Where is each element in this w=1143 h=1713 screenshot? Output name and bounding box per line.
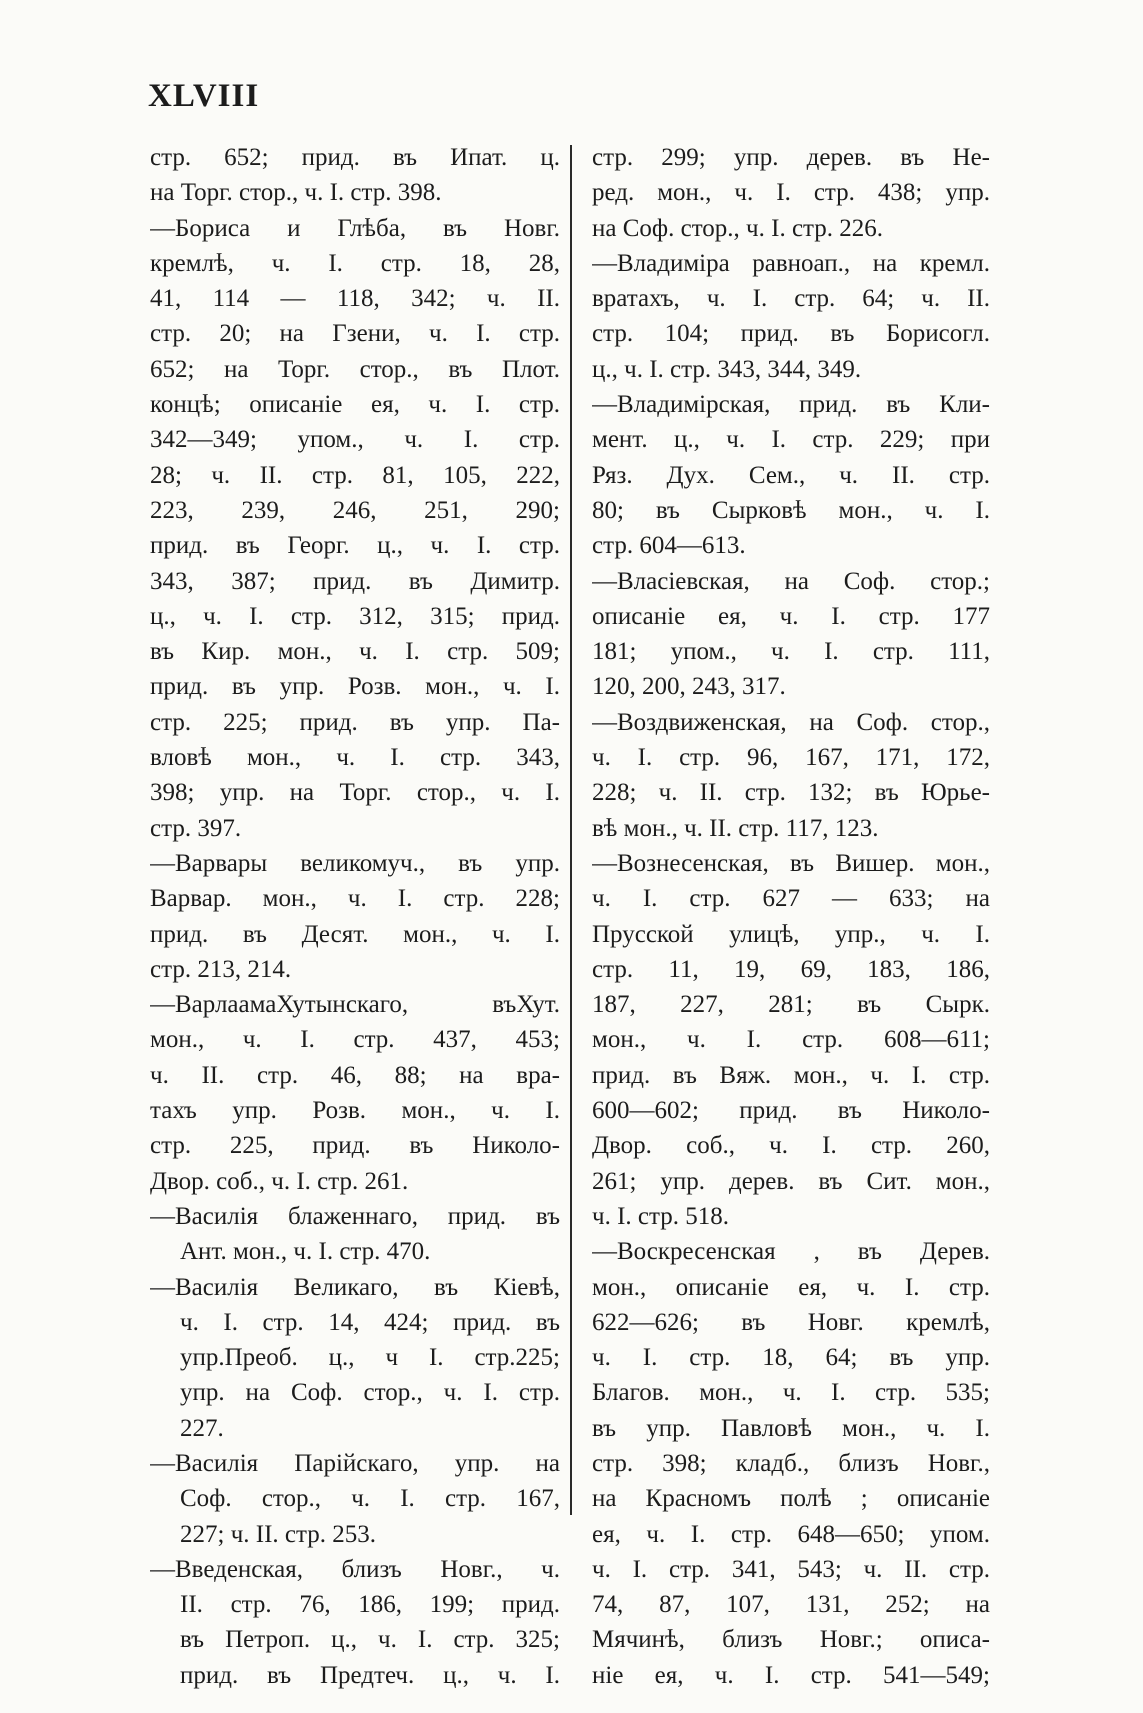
index-line: въ упр. Павловѣ мон., ч. I. xyxy=(592,1414,990,1442)
index-line: стр. 104; прид. въ Борисогл. xyxy=(592,320,990,348)
index-line: 181; упом., ч. I. стр. 111, xyxy=(592,638,990,666)
index-line: ч. I. стр. 627 — 633; на xyxy=(592,885,990,913)
index-line: 600—602; прид. въ Николо- xyxy=(592,1097,990,1125)
index-line: кремлѣ, ч. I. стр. 18, 28, xyxy=(150,249,560,277)
index-line: стр. 213, 214. xyxy=(150,955,292,983)
index-line: на Соф. стор., ч. I. стр. 226. xyxy=(592,214,884,242)
index-line: 41, 114 — 118, 342; ч. II. xyxy=(150,285,560,313)
index-line: 28; ч. II. стр. 81, 105, 222, xyxy=(150,461,560,489)
index-line: Двор. соб., ч. I. стр. 261. xyxy=(150,1167,409,1195)
index-line: —Василія Парійскаго, упр. на xyxy=(150,1449,560,1477)
index-line: 398; упр. на Торг. стор., ч. I. xyxy=(150,779,560,807)
left-column xyxy=(150,140,560,1693)
index-line: ч. I. стр. 18, 64; въ упр. xyxy=(592,1344,990,1372)
index-line: Варвар. мон., ч. I. стр. 228; xyxy=(150,885,560,913)
index-line: —Воздвиженская, на Соф. стор., xyxy=(592,708,990,736)
index-line: прид. въ Десят. мон., ч. I. xyxy=(150,920,560,948)
index-line: вратахъ, ч. I. стр. 64; ч. II. xyxy=(592,285,990,313)
page-number: XLVIII xyxy=(148,78,260,114)
index-line: ч. I. стр. 518. xyxy=(592,1202,729,1230)
index-line: стр. 299; упр. дерев. въ Не- xyxy=(592,144,990,171)
index-line: 227. xyxy=(180,1414,224,1442)
index-line: 80; въ Сырковѣ мон., ч. I. xyxy=(592,496,990,524)
index-line: прид. въ Георг. ц., ч. I. стр. xyxy=(150,532,560,560)
column-divider xyxy=(570,145,572,1515)
index-line: —Введенская, близъ Новг., ч. xyxy=(150,1555,560,1583)
index-line: —Василія блаженнаго, прид. въ xyxy=(150,1202,560,1230)
index-line: —Варвары великомуч., въ упр. xyxy=(150,849,560,877)
index-line: вловѣ мон., ч. I. стр. 343, xyxy=(150,744,560,772)
index-line: 223, 239, 246, 251, 290; xyxy=(150,496,560,524)
index-line: ея, ч. I. стр. 648—650; упом. xyxy=(592,1520,990,1548)
index-line: на Красномъ полѣ ; описаніе xyxy=(592,1485,990,1513)
index-line: упр. на Соф. стор., ч. I. стр. xyxy=(180,1379,560,1407)
index-line: стр. 398; кладб., близъ Новг., xyxy=(592,1449,990,1477)
index-line: 120, 200, 243, 317. xyxy=(592,673,786,701)
index-line: —Воскресенская , въ Дерев. xyxy=(592,1238,990,1266)
index-line: Ант. мон., ч. I. стр. 470. xyxy=(180,1238,431,1266)
index-line: 622—626; въ Новг. кремлѣ, xyxy=(592,1308,990,1336)
index-line: —Бориса и Глѣба, въ Новг. xyxy=(150,214,560,242)
index-line: 74, 87, 107, 131, 252; на xyxy=(592,1591,990,1619)
right-column xyxy=(592,140,990,1693)
index-line: 652; на Торг. стор., въ Плот. xyxy=(150,355,560,383)
index-line: ред. мон., ч. I. стр. 438; упр. xyxy=(592,179,990,207)
index-line: стр. 225; прид. въ упр. Па- xyxy=(150,708,560,736)
index-line: стр. 225, прид. въ Николо- xyxy=(150,1132,560,1160)
index-line: —Владимірская, прид. въ Кли- xyxy=(592,391,990,419)
index-line: прид. въ Предтеч. ц., ч. I. xyxy=(180,1661,560,1689)
index-line: ч. II. стр. 46, 88; на вра- xyxy=(150,1061,560,1089)
index-line: стр. 652; прид. въ Ипат. ц. xyxy=(150,144,560,171)
index-line: прид. въ упр. Розв. мон., ч. I. xyxy=(150,673,560,701)
index-line: ц., ч. I. стр. 312, 315; прид. xyxy=(150,602,560,630)
index-line: II. стр. 76, 186, 199; прид. xyxy=(180,1591,560,1619)
index-line: на Торг. стор., ч. I. стр. 398. xyxy=(150,179,442,207)
index-line: 227; ч. II. стр. 253. xyxy=(180,1520,376,1548)
index-line: Мячинѣ, близъ Новг.; описа- xyxy=(592,1626,990,1654)
index-line: —Владиміра равноап., на кремл. xyxy=(592,249,990,277)
index-line: стр. 20; на Гзени, ч. I. стр. xyxy=(150,320,560,348)
index-line: описаніе ея, ч. I. стр. 177 xyxy=(592,602,990,630)
index-line: ч. I. стр. 341, 543; ч. II. стр. xyxy=(592,1555,990,1583)
index-line: ніе ея, ч. I. стр. 541—549; xyxy=(592,1661,990,1689)
index-line: —ВарлаамаХутынскаго, въХут. xyxy=(150,991,560,1019)
index-line: —Василія Великаго, въ Кіевѣ, xyxy=(150,1273,560,1301)
index-line: мон., ч. I. стр. 437, 453; xyxy=(150,1026,560,1054)
index-line: концѣ; описаніе ея, ч. I. стр. xyxy=(150,391,560,419)
index-line: мон., ч. I. стр. 608—611; xyxy=(592,1026,990,1054)
index-line: 261; упр. дерев. въ Сит. мон., xyxy=(592,1167,990,1195)
index-line: 187, 227, 281; въ Сырк. xyxy=(592,991,990,1019)
index-line: Прусской улицѣ, упр., ч. I. xyxy=(592,920,990,948)
index-line: —Вознесенская, въ Вишер. мон., xyxy=(592,849,990,877)
index-line: мент. ц., ч. I. стр. 229; при xyxy=(592,426,990,454)
index-line: стр. 397. xyxy=(150,814,242,842)
index-line: 342—349; упом., ч. I. стр. xyxy=(150,426,560,454)
index-line: стр. 11, 19, 69, 183, 186, xyxy=(592,955,990,983)
index-line: упр.Преоб. ц., ч I. стр.225; xyxy=(180,1344,560,1372)
index-line: 343, 387; прид. въ Димитр. xyxy=(150,567,560,595)
index-line: Ряз. Дух. Сем., ч. II. стр. xyxy=(592,461,990,489)
index-line: Благов. мон., ч. I. стр. 535; xyxy=(592,1379,990,1407)
index-line: Двор. соб., ч. I. стр. 260, xyxy=(592,1132,990,1160)
index-line: вѣ мон., ч. II. стр. 117, 123. xyxy=(592,814,879,842)
index-line: ц., ч. I. стр. 343, 344, 349. xyxy=(592,355,862,383)
index-line: въ Кир. мон., ч. I. стр. 509; xyxy=(150,638,560,666)
index-line: Соф. стор., ч. I. стр. 167, xyxy=(180,1485,560,1513)
index-line: прид. въ Вяж. мон., ч. I. стр. xyxy=(592,1061,990,1089)
index-line: тахъ упр. Розв. мон., ч. I. xyxy=(150,1097,560,1125)
index-line: ч. I. стр. 14, 424; прид. въ xyxy=(180,1308,560,1336)
index-line: 228; ч. II. стр. 132; въ Юрье- xyxy=(592,779,990,807)
index-line: —Власіевская, на Соф. стор.; xyxy=(592,567,990,595)
index-line: стр. 604—613. xyxy=(592,532,746,560)
index-line: мон., описаніе ея, ч. I. стр. xyxy=(592,1273,990,1301)
index-line: ч. I. стр. 96, 167, 171, 172, xyxy=(592,744,990,772)
index-line: въ Петроп. ц., ч. I. стр. 325; xyxy=(180,1626,560,1654)
